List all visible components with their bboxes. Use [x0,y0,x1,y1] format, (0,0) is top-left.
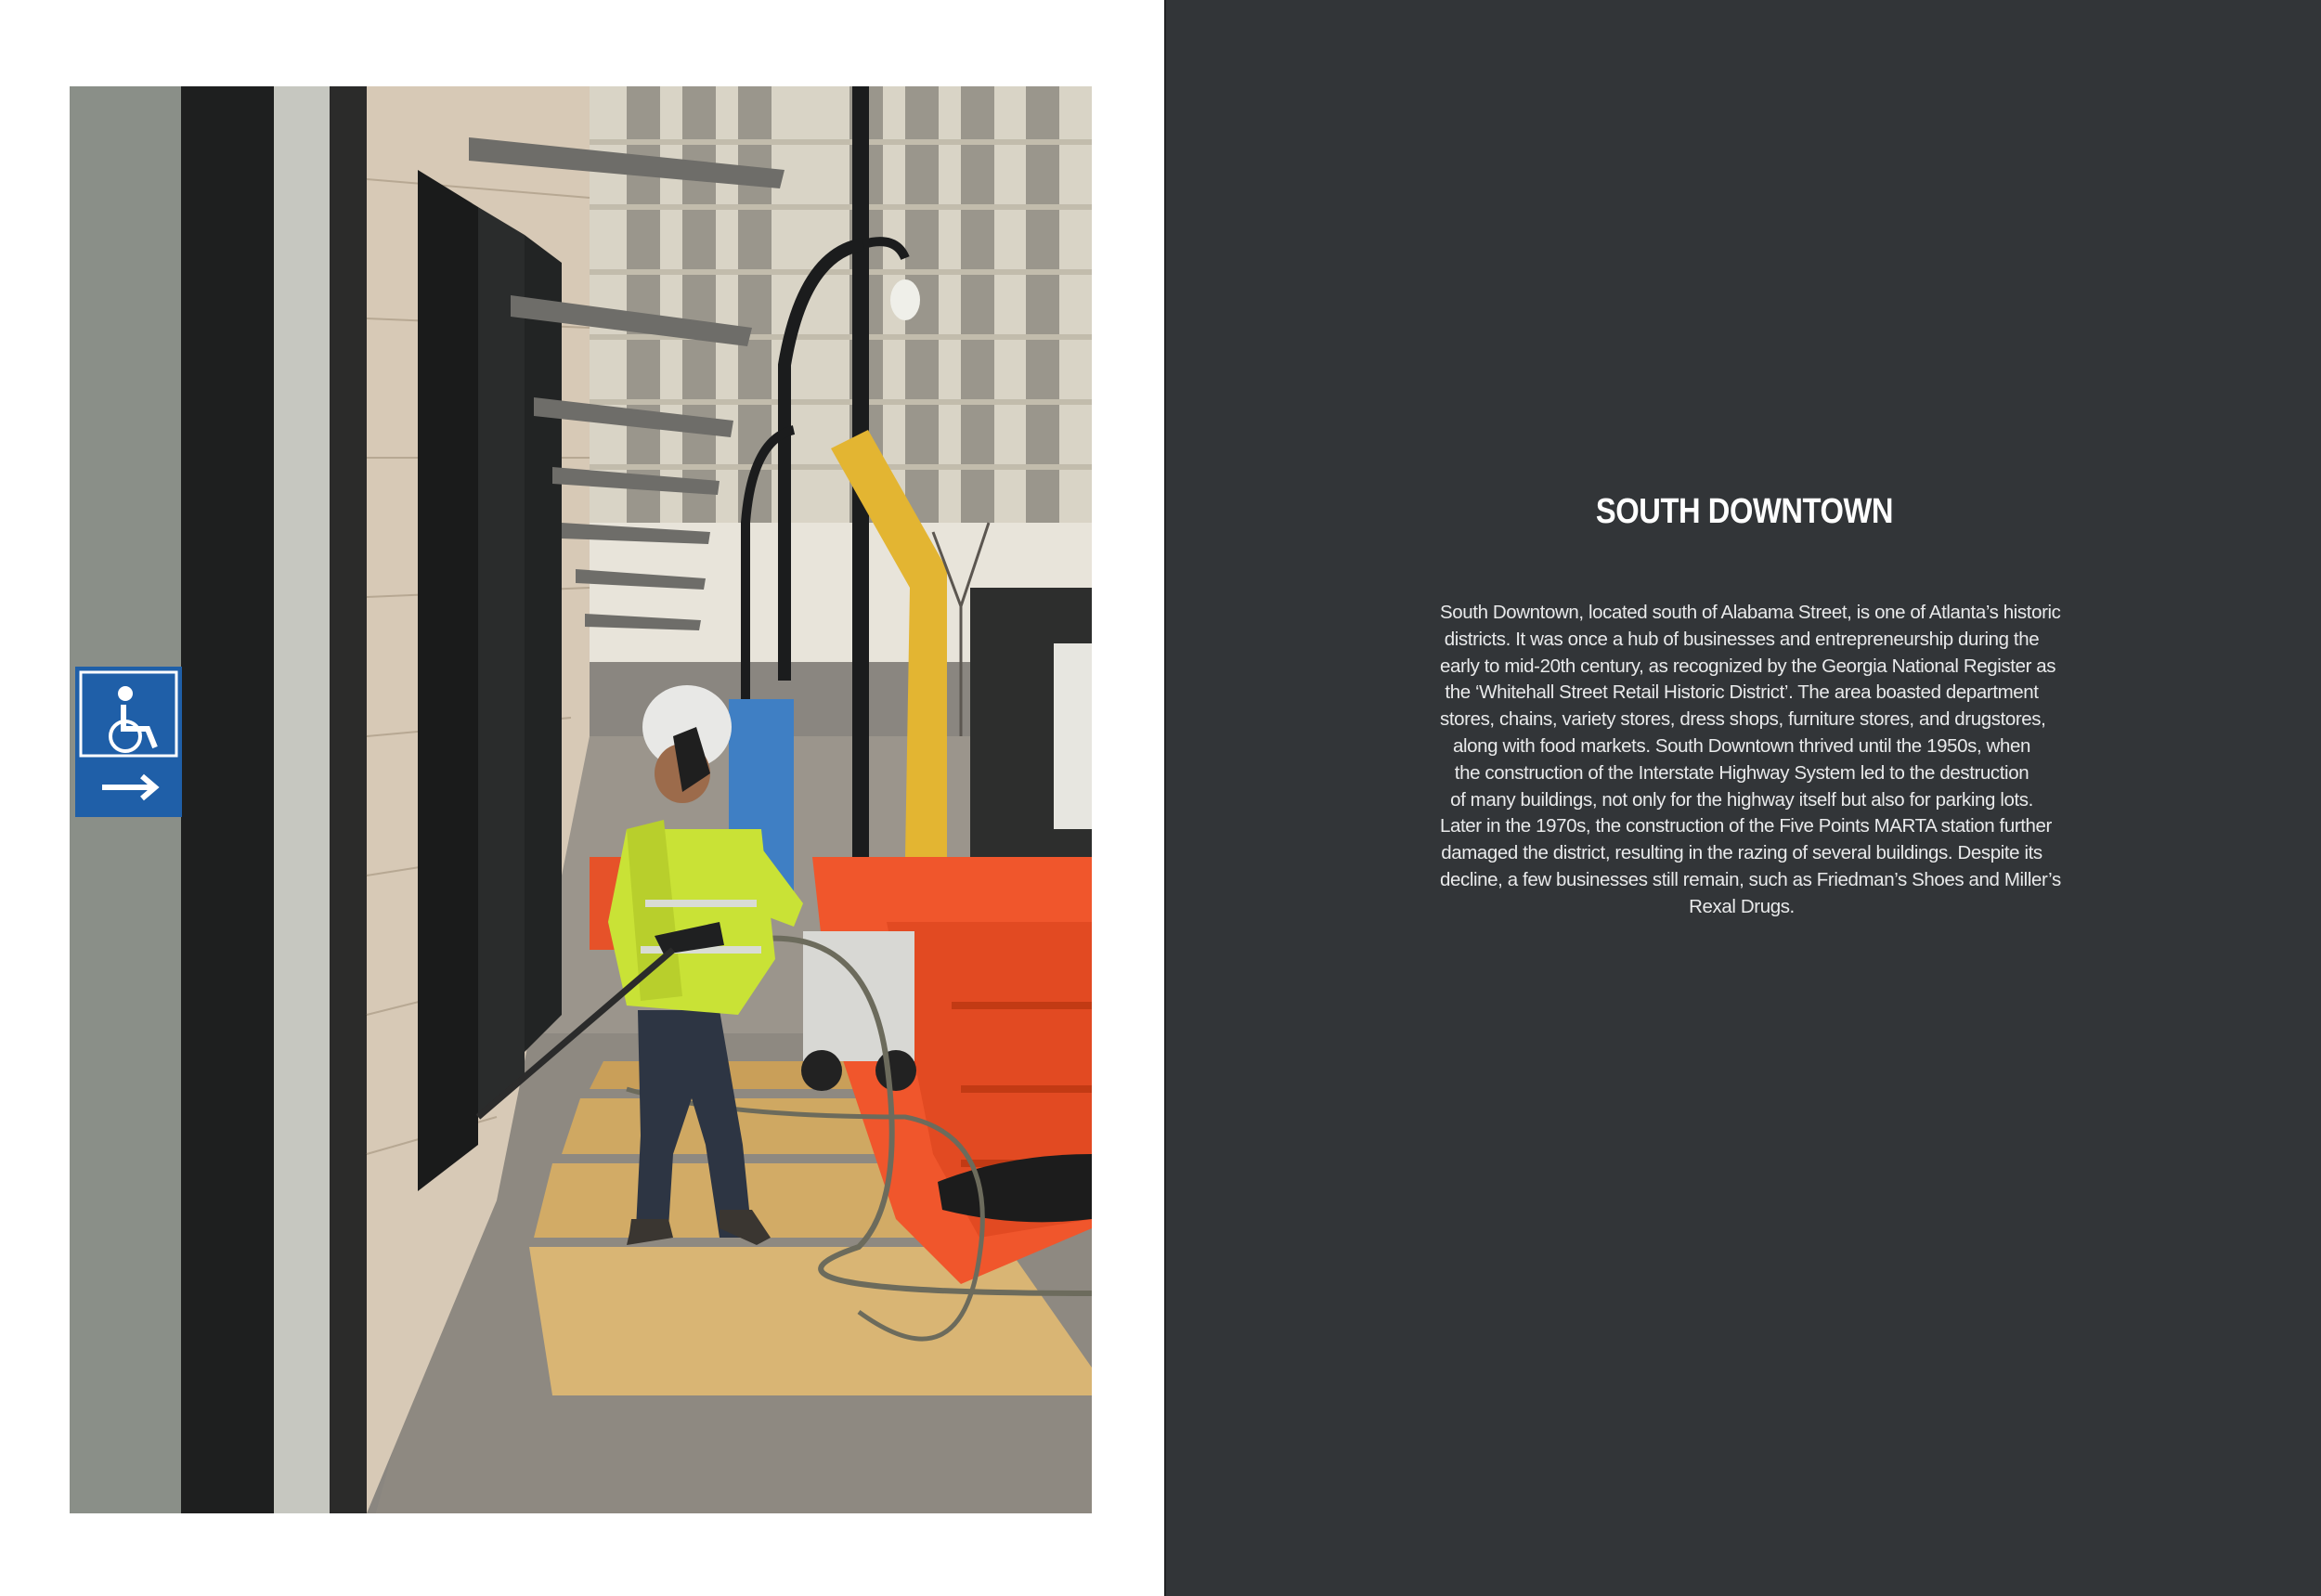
body-line: the construction of the Interstate Highway System led to the destruction [1454,761,2029,784]
right-page [1164,0,2321,1596]
body-line: damaged the district, resulting in the razing of several buildings. Despite its [1441,842,2042,864]
body-line: decline, a few businesses still remain, such as Friedman’s Shoes and Miller’s [1440,868,2061,890]
body-line: of many buildings, not only for the highway itself but also for parking lots. [1450,788,2033,811]
body-line: along with food markets. South Downtown thrived until the 1950s, when [1453,734,2030,757]
body-line: districts. It was once a hub of businesses and entrepreneurship during the [1444,628,2040,650]
body-line: South Downtown, located south of Alabama Street, is one of Atlanta’s historic [1440,602,2061,623]
body-line: Later in the 1970s, the construction of the Five Points MARTA station further [1440,815,2052,837]
article-title: SOUTH DOWNTOWN [1595,492,1894,531]
body-line: Rexal Drugs. [1689,895,1795,917]
body-line: the ‘Whitehall Street Retail Historic District’. The area boasted department [1445,681,2039,704]
photo-illustration [70,86,1092,1513]
body-line: early to mid-20th century, as recognized by the Georgia National Register as [1440,655,2056,677]
body-line: stores, chains, variety stores, dress shops, furniture stores, and drugstores, [1440,708,2046,731]
construction-worker-photo [70,86,1092,1513]
wheelchair-accessible-sign-icon [75,667,182,817]
article-body [1440,600,2061,921]
